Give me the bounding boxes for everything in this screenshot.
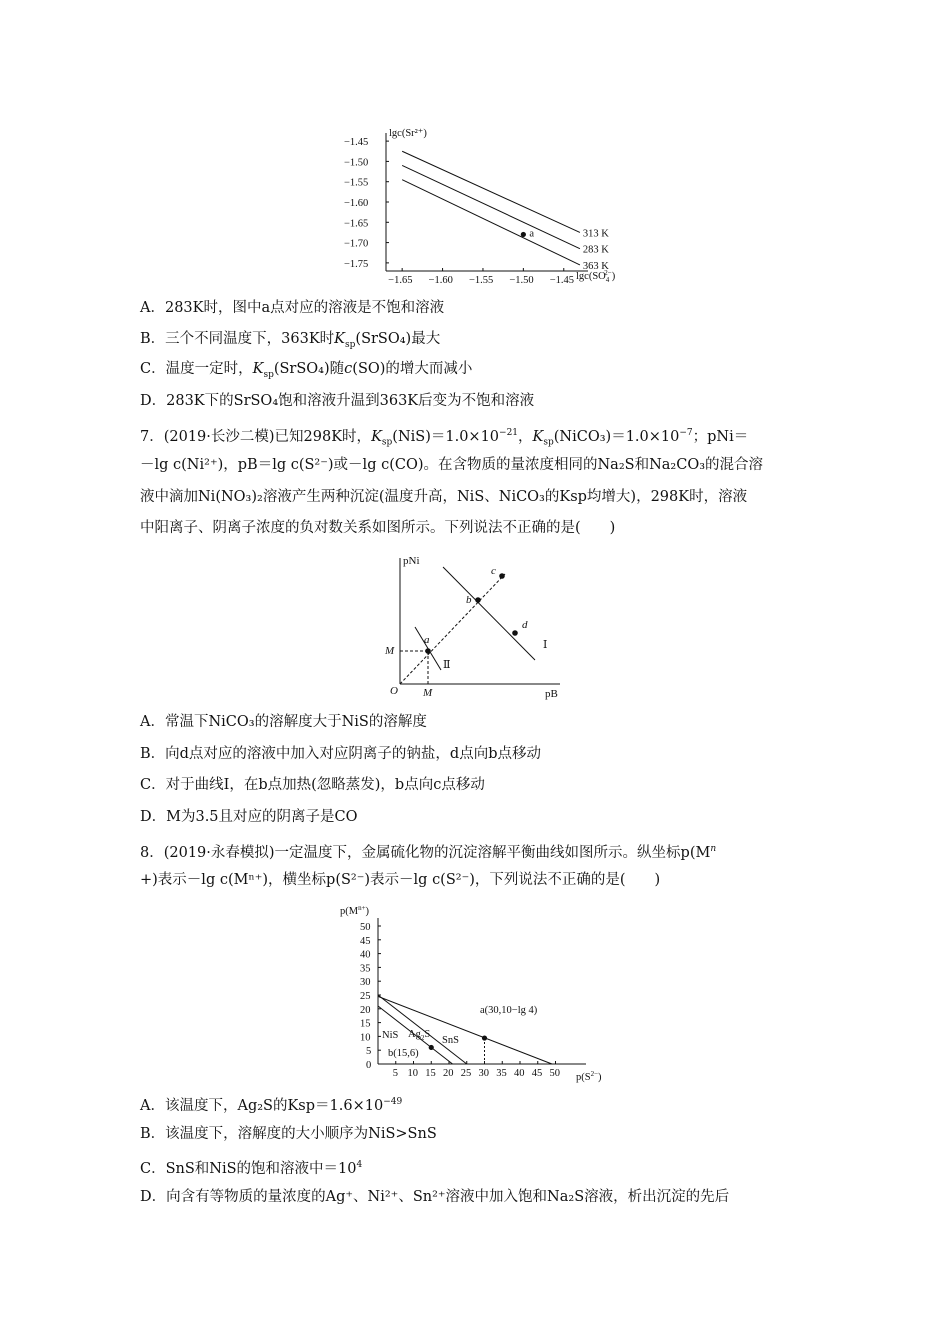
q7-stem-line3: 液中滴加Ni(NO₃)₂溶液产生两种沉淀(温度升高，NiS、NiCO₃的Ksp均增大)，298K时，溶液 <box>140 489 748 505</box>
chart3-xtick-label: 40 <box>514 1068 525 1079</box>
chart1-point-a <box>521 232 526 237</box>
chart3-point-a-label: a(30,10−lg 4) <box>480 1005 538 1016</box>
chart3-ytick-label: 0 <box>366 1060 372 1071</box>
chart1-xtick-label: −1.65 <box>388 275 413 285</box>
q8-stem-line2: +)表示－lg c(Mⁿ⁺)，横坐标p(S²⁻)表示－lg c(S²⁻)，下列说法不正确的是( ) <box>140 872 661 888</box>
chart-metal-sulfide <box>328 900 618 1084</box>
chart2-curve-i-label: Ⅰ <box>543 639 548 651</box>
chart3-xtick-label: 10 <box>407 1068 418 1079</box>
chart3-ytick-label: 20 <box>360 1004 371 1016</box>
chart2-label-a: a <box>424 634 430 646</box>
chart2-point-b <box>475 597 481 603</box>
chart3-xtick-label: 35 <box>496 1068 507 1079</box>
chart1-ytick-label: −1.75 <box>344 258 369 270</box>
chart1-point-a-label: a <box>529 228 535 240</box>
chart3-xtick-label: 30 <box>478 1068 489 1079</box>
chart1-series-label: 313 K <box>582 228 609 240</box>
chart3-point-a <box>482 1035 487 1040</box>
chart3-xtick-label: 20 <box>443 1068 454 1079</box>
q7-stem-line2: －lg c(Ni²⁺)，pB＝lg c(S²⁻)或－lg c(CO)。在含物质的量浓度相同的Na₂S和Na₂CO₃的混合溶 <box>140 457 764 473</box>
chart3-xtick-label: 25 <box>460 1068 472 1079</box>
chart3-ytick-label: 5 <box>366 1046 372 1058</box>
chart1-xtick-label: −1.50 <box>509 275 534 285</box>
chart3-ytick-label: 50 <box>360 922 371 933</box>
chart3-point-b-label: b(15,6) <box>388 1048 419 1059</box>
q6-option-d: D．283K下的SrSO₄饱和溶液升温到363K后变为不饱和溶液 <box>140 393 535 409</box>
chart3-xlabel: $p(S^{2-})$ <box>576 1070 602 1083</box>
chart1-series-line <box>402 180 580 265</box>
q7-option-c: C．对于曲线Ⅰ，在b点加热(忽略蒸发)，b点向c点移动 <box>140 777 485 793</box>
chart2-point-c <box>499 573 505 579</box>
chart2-curve-i <box>443 567 535 660</box>
chart1-xtick-label: −1.60 <box>428 275 453 285</box>
chart1-ylabel: lgc(Sr²⁺) <box>389 128 427 139</box>
chart3-ytick-label: 15 <box>360 1018 371 1030</box>
chart1-xtick-label: −1.55 <box>468 275 494 285</box>
chart2-point-d <box>512 630 518 636</box>
chart2-label-b: b <box>466 594 472 606</box>
chart3-point-b <box>429 1045 434 1050</box>
chart1-series-label: 363 K <box>582 260 609 272</box>
chart3-xtick-label: 50 <box>549 1068 560 1079</box>
q6-option-b: B．三个不同温度下，363K时$K_{sp}(SrSO_4)$最大 <box>140 331 441 350</box>
chart2-m-y: M <box>385 645 395 657</box>
chart1-xtick-label: −1.45 <box>549 275 575 285</box>
q8-option-c: C．SnS和NiS的饱和溶液中$=10^4$ <box>140 1160 363 1177</box>
chart3-ytick-label: 40 <box>360 949 371 961</box>
chart2-m-x: M <box>423 687 433 699</box>
chart1-ytick-label: −1.60 <box>344 198 369 209</box>
q7-option-a: A．常温下NiCO₃的溶解度大于NiS的溶解度 <box>140 714 427 730</box>
q6-option-a: A．283K时，图中a点对应的溶液是不饱和溶液 <box>140 300 445 316</box>
chart3-xtick-label: 5 <box>392 1068 398 1079</box>
chart3-ytick-label: 35 <box>360 963 371 975</box>
chart1-ytick-label: −1.55 <box>344 177 369 189</box>
q7-option-b: B．向d点对应的溶液中加入对应阴离子的钠盐，d点向b点移动 <box>140 746 541 762</box>
q8-option-a: A．该温度下，Ag₂S的$Ksp=1.6\times 10^{-49}$ <box>140 1097 403 1114</box>
chart1-xlabel: $\lg c(SO_42-)$ <box>576 269 616 284</box>
chart2-origin: O <box>390 685 398 697</box>
chart3-ytick-label: 10 <box>360 1032 371 1044</box>
q7-stem-line4: 中阳离子、阴离子浓度的负对数关系如图所示。下列说法不正确的是( ) <box>140 520 616 536</box>
chart1-ytick-label: −1.70 <box>344 238 369 250</box>
q8-stem-line1: 8．(2019·永春模拟)一定温度下，金属硫化物的沉淀溶解平衡曲线如图所示。纵坐标$p(M^n$ <box>140 844 717 861</box>
q8-option-b: B．该温度下，溶解度的大小顺序为NiS>SnS <box>140 1126 437 1142</box>
chart1-series-line <box>402 151 580 232</box>
chart3-ytick-label: 30 <box>360 977 371 989</box>
chart3-ytick-label: 25 <box>360 991 371 1002</box>
chart-pni-pb <box>365 552 575 700</box>
q7-stem-line1: 7．(2019·长沙二模)已知298K时，$K_{sp}(NiS)=1.0\times 10^{-21}$，$K_{sp}(NiCO_3)=1.0\times 10^{-7}$；pNi＝ <box>140 428 749 448</box>
chart3-label-ag2s: $Ag_2S$ <box>408 1029 431 1042</box>
chart2-label-d: d <box>522 619 528 631</box>
chart2-ylabel: pNi <box>403 555 420 567</box>
chart3-xtick-label: 45 <box>531 1068 543 1079</box>
chart1-series-line <box>402 165 580 248</box>
chart1-ytick-label: −1.45 <box>344 137 369 149</box>
chart2-xlabel: pB <box>545 688 558 700</box>
q7-option-d: D．M为3.5且对应的阴离子是CO <box>140 809 358 825</box>
q8-option-d: D．向含有等物质的量浓度的Ag⁺、Ni²⁺、Sn²⁺溶液中加入饱和Na₂S溶液，析出沉淀的先后 <box>140 1189 730 1205</box>
chart3-label-nis: NiS <box>382 1030 399 1041</box>
chart2-curve-ii-label: Ⅱ <box>443 659 451 671</box>
chart1-ytick-label: −1.65 <box>344 218 369 230</box>
chart-sr-so4 <box>340 125 630 285</box>
chart2-point-a <box>425 648 431 654</box>
chart3-ylabel: $p(M^{n+})$ <box>340 904 370 917</box>
chart3-xtick-label: 15 <box>425 1068 436 1079</box>
q6-option-c: C．温度一定时，$K_{sp}(SrSO_4)$随c(SO)的增大而减小 <box>140 361 473 380</box>
chart3-label-sns: SnS <box>442 1035 459 1046</box>
chart1-ytick-label: −1.50 <box>344 157 369 169</box>
chart1-series-label: 283 K <box>582 244 609 256</box>
chart2-label-c: c <box>491 565 496 577</box>
chart3-ytick-label: 45 <box>360 935 371 947</box>
